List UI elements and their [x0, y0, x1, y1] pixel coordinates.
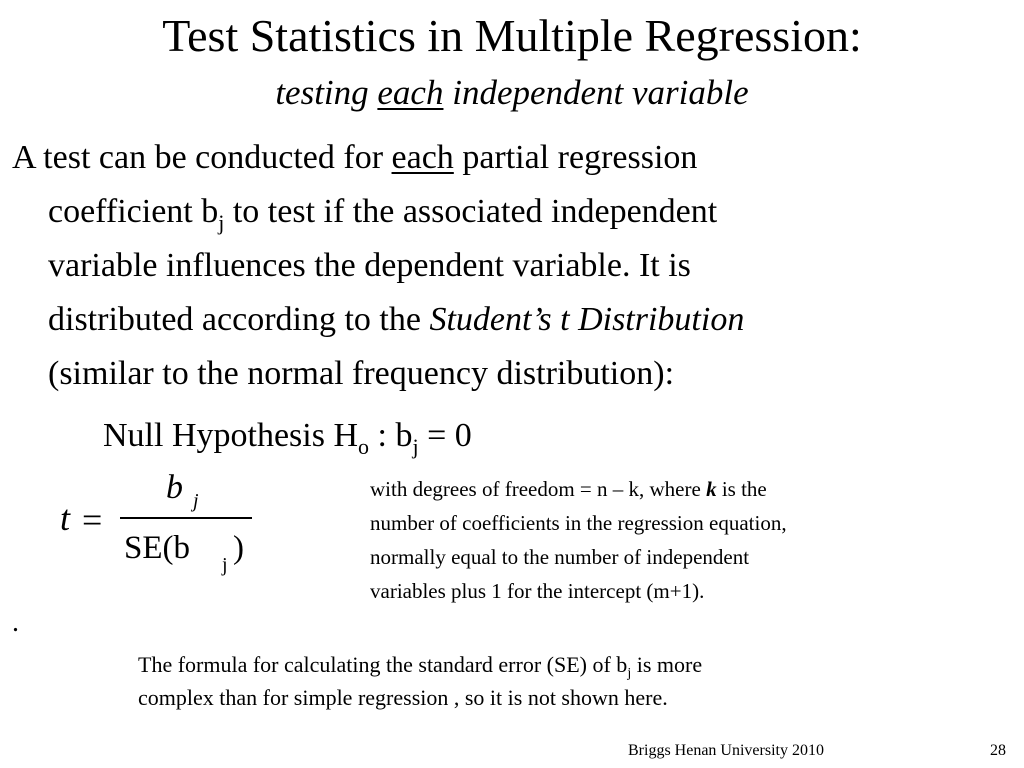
- emphasis-each: each: [377, 73, 444, 112]
- formula-denominator-subscript: j: [222, 554, 228, 576]
- null-hypothesis: Null Hypothesis $H_o$ : $b_j = 0$: [103, 417, 472, 459]
- degrees-of-freedom-note: with degrees of freedom = n – k, where k is the number of coefficients in the regression equation, normally equal to the number of independent variables plus 1 for the intercept (m+1).: [370, 477, 787, 603]
- emphasis-each-body: each: [391, 139, 454, 176]
- standard-error-note: The formula for calculating the standard error (SE) of $b_j$ is more complex than for simple regression , so it is not shown here.: [138, 652, 703, 710]
- formula-t: t: [60, 498, 71, 538]
- body-line-5: (similar to the normal frequency distribution):: [48, 355, 675, 392]
- formula-equals: =: [82, 500, 103, 540]
- footer-credit: Briggs Henan University 2010: [628, 742, 824, 759]
- formula-numerator-subscript: j: [193, 490, 199, 512]
- body-line-4: distributed according to the Student’s t Distribution: [48, 301, 745, 338]
- formula-denominator-se: SE(b: [124, 530, 190, 566]
- page-number: 28: [990, 742, 1006, 759]
- k-variable: k: [706, 477, 717, 501]
- stray-dot: .: [12, 607, 19, 638]
- body-line-2: coefficient $b_j$ to test if the associated independent: [48, 193, 718, 235]
- students-t-distribution: Student’s t Distribution: [429, 301, 745, 338]
- formula-fraction-bar: [120, 517, 252, 519]
- formula-denominator-close: ): [233, 530, 244, 566]
- slide-title: Test Statistics in Multiple Regression:: [162, 10, 862, 61]
- slide-subtitle: testing each independent variable: [275, 73, 749, 112]
- body-line-3: variable influences the dependent variable. It is: [48, 247, 691, 284]
- formula-numerator-b: b: [166, 469, 183, 506]
- body-line-1: A test can be conducted for each partial regression: [12, 139, 698, 176]
